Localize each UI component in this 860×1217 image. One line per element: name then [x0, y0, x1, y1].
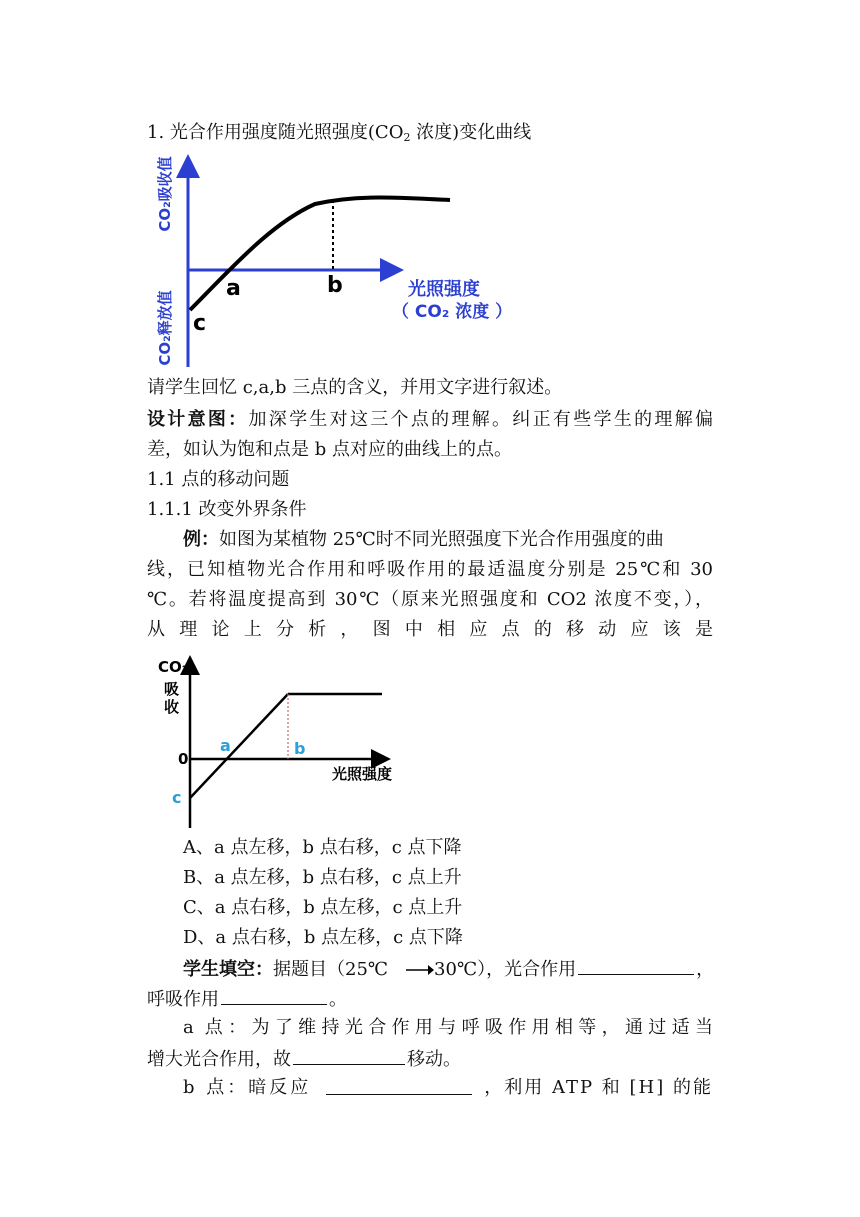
design-intent-label: 设计意图：	[147, 409, 249, 430]
figure-2-light-response-chart	[150, 650, 410, 830]
section-1-1: 1.1 点的移动问题	[147, 469, 290, 490]
blank-photosynthesis[interactable]	[578, 956, 694, 975]
point-a-line-1: a 点：为了维持光合作用与呼吸作用相等，通过适当	[183, 1017, 713, 1038]
blank-respiration[interactable]	[221, 986, 327, 1005]
student-fill-text: 据题目（25℃	[273, 959, 389, 980]
point-b-text-end: ，利用 ATP 和 [H] 的能	[484, 1077, 713, 1098]
period: 。	[329, 989, 347, 1010]
example-line-2: 线，已知植物光合作用和呼吸作用的最适温度分别是 25℃和 30	[147, 559, 713, 580]
right-arrow-icon	[388, 961, 434, 975]
figure-2-x-label: 光照强度	[332, 765, 393, 783]
respiration-text: 呼吸作用	[147, 989, 219, 1010]
point-b-text: b 点：暗反应	[183, 1077, 312, 1098]
figure-1-point-a: a	[226, 276, 241, 301]
figure-1-y-down-label: CO₂释放值	[156, 290, 174, 366]
student-fill-text-2: 30℃），光合作用	[434, 959, 577, 980]
comma: ，	[696, 959, 715, 980]
student-fill-line-2	[147, 986, 347, 1012]
figure-2-point-c: c	[172, 788, 182, 807]
design-intent-line-2: 差，如认为饱和点是 b 点对应的曲线上的点。	[147, 439, 512, 460]
figure-1-y-up-label: CO₂吸收值	[156, 156, 174, 232]
example-text-1: 如图为某植物 25℃时不同光照强度下光合作用强度的曲	[219, 529, 664, 550]
option-a: A、a 点左移，b 点右移，c 点下降	[183, 837, 462, 858]
figure-1-photosynthesis-curve	[140, 152, 540, 372]
option-c: C、a 点右移，b 点左移，c 点上升	[183, 897, 463, 918]
heading-1	[147, 121, 531, 150]
figure-2-y-label-char-1: 吸	[164, 680, 180, 698]
heading-1-subscript: 2	[403, 131, 411, 144]
blank-point-b[interactable]	[326, 1076, 472, 1095]
option-d: D、a 点右移，b 点左移，c 点下降	[183, 927, 463, 948]
point-a-text: 增大光合作用，故	[147, 1049, 291, 1070]
point-b-line	[183, 1076, 713, 1100]
example-label: 例：	[183, 529, 219, 550]
example-line-4: 从 理 论 上 分 析 ， 图 中 相 应 点 的 移 动 应 该 是	[147, 619, 713, 640]
figure-2-origin-label: 0	[178, 750, 189, 768]
design-intent-text: 加深学生对这三个点的理解。纠正有些学生的理解偏	[248, 409, 714, 430]
figure-1-x-label: 光照强度	[408, 279, 480, 300]
figure-2-rising-line	[190, 694, 288, 798]
figure-2-point-a: a	[220, 736, 231, 755]
student-fill-line-1	[183, 956, 714, 982]
figure-2-y-label-co2: CO₂	[158, 658, 189, 676]
example-line-1	[183, 528, 664, 552]
example-line-3: ℃。若将温度提高到 30℃（原来光照强度和 CO2 浓度不变，），	[147, 589, 713, 610]
point-a-text-end: 移动。	[407, 1049, 461, 1070]
recall-paragraph: 请学生回忆 c,a,b 三点的含义，并用文字进行叙述。	[147, 377, 563, 398]
design-intent-line-1	[147, 408, 713, 432]
heading-1-text: 1. 光合作用强度随光照强度(CO	[147, 122, 404, 143]
figure-1-x-label-2: （ CO₂ 浓度 ）	[392, 302, 513, 322]
option-b: B、a 点左移，b 点右移，c 点上升	[183, 867, 462, 888]
blank-point-a[interactable]	[293, 1046, 405, 1065]
figure-2-y-label-char-2: 收	[164, 698, 180, 716]
section-1-1-1: 1.1.1 改变外界条件	[147, 499, 307, 520]
point-a-line-2	[147, 1046, 461, 1072]
figure-1-point-c: c	[193, 311, 207, 336]
figure-1-point-b: b	[327, 273, 343, 298]
figure-2-point-b: b	[294, 739, 306, 758]
student-fill-label: 学生填空：	[183, 959, 273, 980]
heading-1-text-end: 浓度)变化曲线	[410, 122, 532, 143]
